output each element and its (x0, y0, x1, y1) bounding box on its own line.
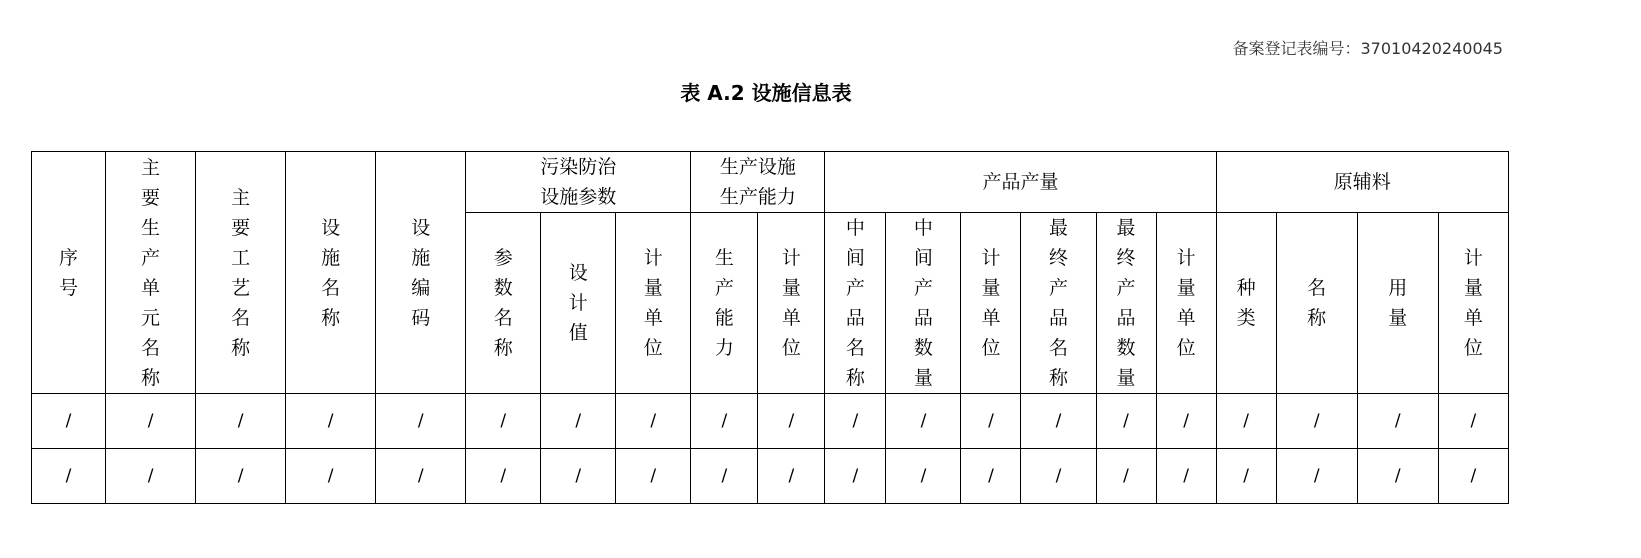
header-group-capacity: 生产设施 生产能力 (691, 152, 825, 213)
table-cell: / (32, 449, 106, 504)
header-mid-product-qty: 中间产品数量 (886, 213, 961, 394)
table-cell: / (286, 394, 376, 449)
header-unit-1: 计量单位 (616, 213, 691, 394)
table-cell: / (961, 449, 1021, 504)
table-cell: / (691, 394, 758, 449)
table-cell: / (286, 449, 376, 504)
header-design-value: 设计值 (541, 213, 616, 394)
table-cell: / (1096, 394, 1156, 449)
header-capacity: 生产能力 (691, 213, 758, 394)
table-cell: / (1216, 394, 1276, 449)
header-param-name: 参数名称 (466, 213, 541, 394)
table-cell: / (1021, 449, 1096, 504)
table-cell: / (376, 449, 466, 504)
table-cell: / (886, 449, 961, 504)
table-cell: / (106, 449, 196, 504)
table-cell: / (1096, 449, 1156, 504)
table-cell: / (825, 449, 886, 504)
table-row (32, 394, 1509, 449)
table-cell: / (466, 449, 541, 504)
facility-info-table (31, 151, 1509, 504)
table-cell: / (1276, 449, 1357, 504)
header-unit-4: 计量单位 (1156, 213, 1216, 394)
header-facility-code: 设施编码 (376, 152, 466, 394)
header-unit-2: 计量单位 (758, 213, 825, 394)
table-cell: / (886, 394, 961, 449)
table-cell: / (1438, 394, 1508, 449)
table-cell: / (825, 394, 886, 449)
table-cell: / (1276, 394, 1357, 449)
header-material-amount: 用量 (1357, 213, 1438, 394)
table-cell: / (758, 449, 825, 504)
table-cell: / (466, 394, 541, 449)
table-cell: / (1021, 394, 1096, 449)
table-cell: / (961, 394, 1021, 449)
header-unit-3: 计量单位 (961, 213, 1021, 394)
table-cell: / (106, 394, 196, 449)
header-material-name: 名称 (1276, 213, 1357, 394)
table-cell: / (196, 449, 286, 504)
table-cell: / (541, 449, 616, 504)
table-cell: / (32, 394, 106, 449)
header-main-unit: 主要生产单元名称 (106, 152, 196, 394)
header-final-product-name: 最终产品名称 (1021, 213, 1096, 394)
header-unit-5: 计量单位 (1438, 213, 1508, 394)
header-group-material: 原辅料 (1216, 152, 1508, 213)
table-cell: / (691, 449, 758, 504)
table-data-body (32, 394, 1509, 504)
header-mid-product-name: 中间产品名称 (825, 213, 886, 394)
page-title: 表 A.2 设施信息表 (680, 81, 852, 105)
header-group-pollution: 污染防治 设施参数 (466, 152, 691, 213)
table-cell: / (1216, 449, 1276, 504)
table-cell: / (616, 449, 691, 504)
header-material-kind: 种类 (1216, 213, 1276, 394)
table-cell: / (616, 394, 691, 449)
table-cell: / (758, 394, 825, 449)
table-cell: / (1357, 449, 1438, 504)
header-facility-name: 设施名称 (286, 152, 376, 394)
table-cell: / (1438, 449, 1508, 504)
header-seq: 序号 (32, 152, 106, 394)
table-cell: / (1156, 449, 1216, 504)
record-number: 备案登记表编号：37010420240045 (1232, 39, 1503, 58)
table-cell: / (541, 394, 616, 449)
table-row (32, 449, 1509, 504)
table-cell: / (376, 394, 466, 449)
header-group-output: 产品产量 (825, 152, 1216, 213)
table-cell: / (1357, 394, 1438, 449)
header-main-process: 主要工艺名称 (196, 152, 286, 394)
header-row-groups (32, 152, 1509, 213)
header-final-product-qty: 最终产品数量 (1096, 213, 1156, 394)
table-cell: / (1156, 394, 1216, 449)
table-cell: / (196, 394, 286, 449)
